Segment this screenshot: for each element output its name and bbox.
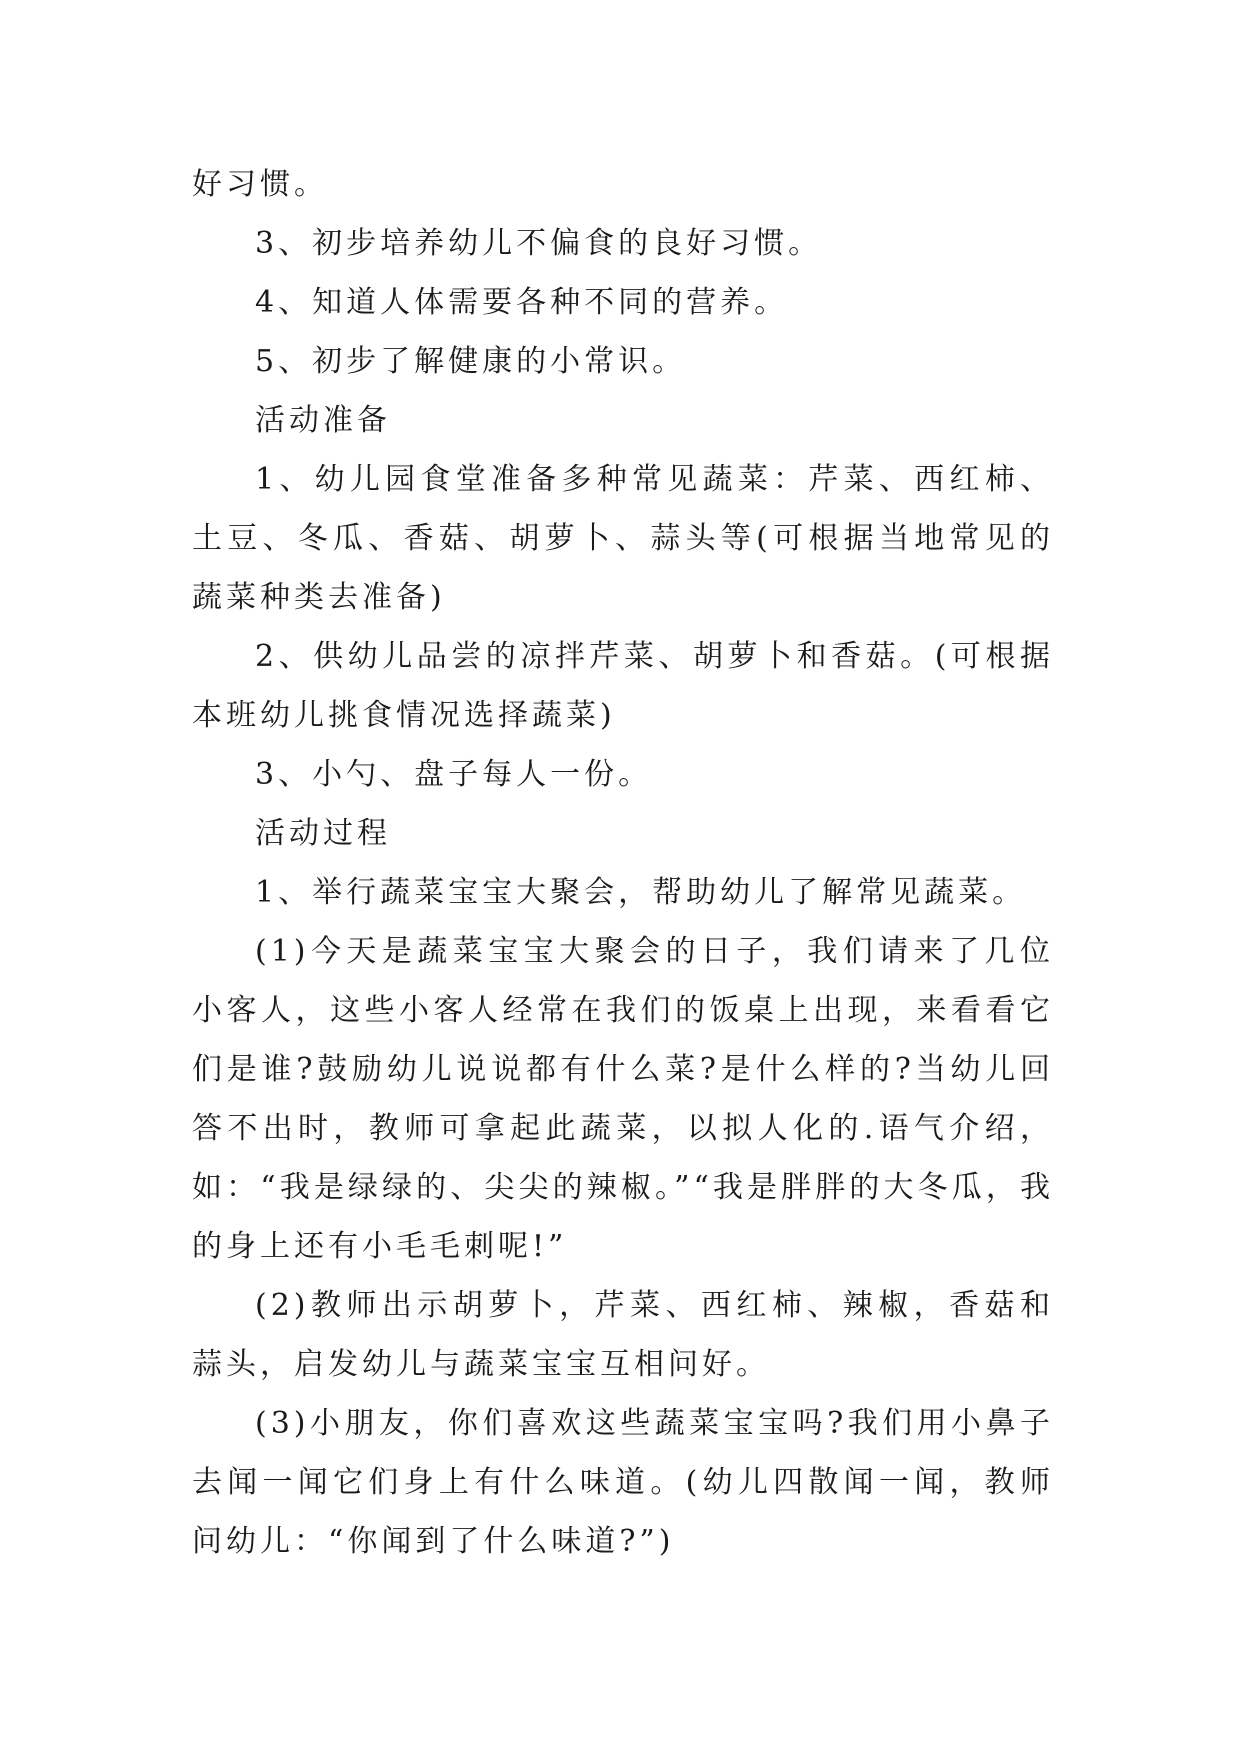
paragraph-preparation-3: 3、小勺、盘子每人一份。 [255,757,653,792]
document-body [192,155,1054,1571]
paragraph-preparation-2: 2、供幼儿品尝的凉拌芹菜、胡萝卜和香菇。(可根据本班幼儿挑食情况选择蔬菜) [192,639,1054,733]
paragraph-goal-3: 3、初步培养幼儿不偏食的良好习惯。 [255,226,823,261]
section-heading-preparation: 活动准备 [255,403,391,438]
paragraph-goal-4: 4、知道人体需要各种不同的营养。 [255,285,789,320]
section-heading-process: 活动过程 [255,816,391,851]
paragraph-habit-end: 好习惯。 [192,167,328,202]
paragraph-process-1-sub-1: (1)今天是蔬菜宝宝大聚会的日子，我们请来了几位小客人，这些小客人经常在我们的饭桌上出现，来看看它们是谁?鼓励幼儿说说都有什么菜?是什么样的?当幼儿回答不出时，教师可拿起此蔬菜，以拟人化的.语气介绍，如：“我是绿绿的、尖尖的辣椒。”“我是胖胖的大冬瓜，我的身上还有小毛毛刺呢!” [192,934,1054,1264]
paragraph-process-1: 1、举行蔬菜宝宝大聚会，帮助幼儿了解常见蔬菜。 [255,875,1027,910]
paragraph-goal-5: 5、初步了解健康的小常识。 [255,344,687,379]
paragraph-process-1-sub-3: (3)小朋友，你们喜欢这些蔬菜宝宝吗?我们用小鼻子去闻一闻它们身上有什么味道。(幼儿四散闻一闻，教师问幼儿：“你闻到了什么味道?”) [192,1406,1054,1559]
paragraph-process-1-sub-2: (2)教师出示胡萝卜，芹菜、西红柿、辣椒，香菇和蒜头，启发幼儿与蔬菜宝宝互相问好。 [192,1288,1054,1382]
paragraph-preparation-1: 1、幼儿园食堂准备多种常见蔬菜：芹菜、西红柿、土豆、冬瓜、香菇、胡萝卜、蒜头等(可根据当地常见的蔬菜种类去准备) [192,462,1054,615]
